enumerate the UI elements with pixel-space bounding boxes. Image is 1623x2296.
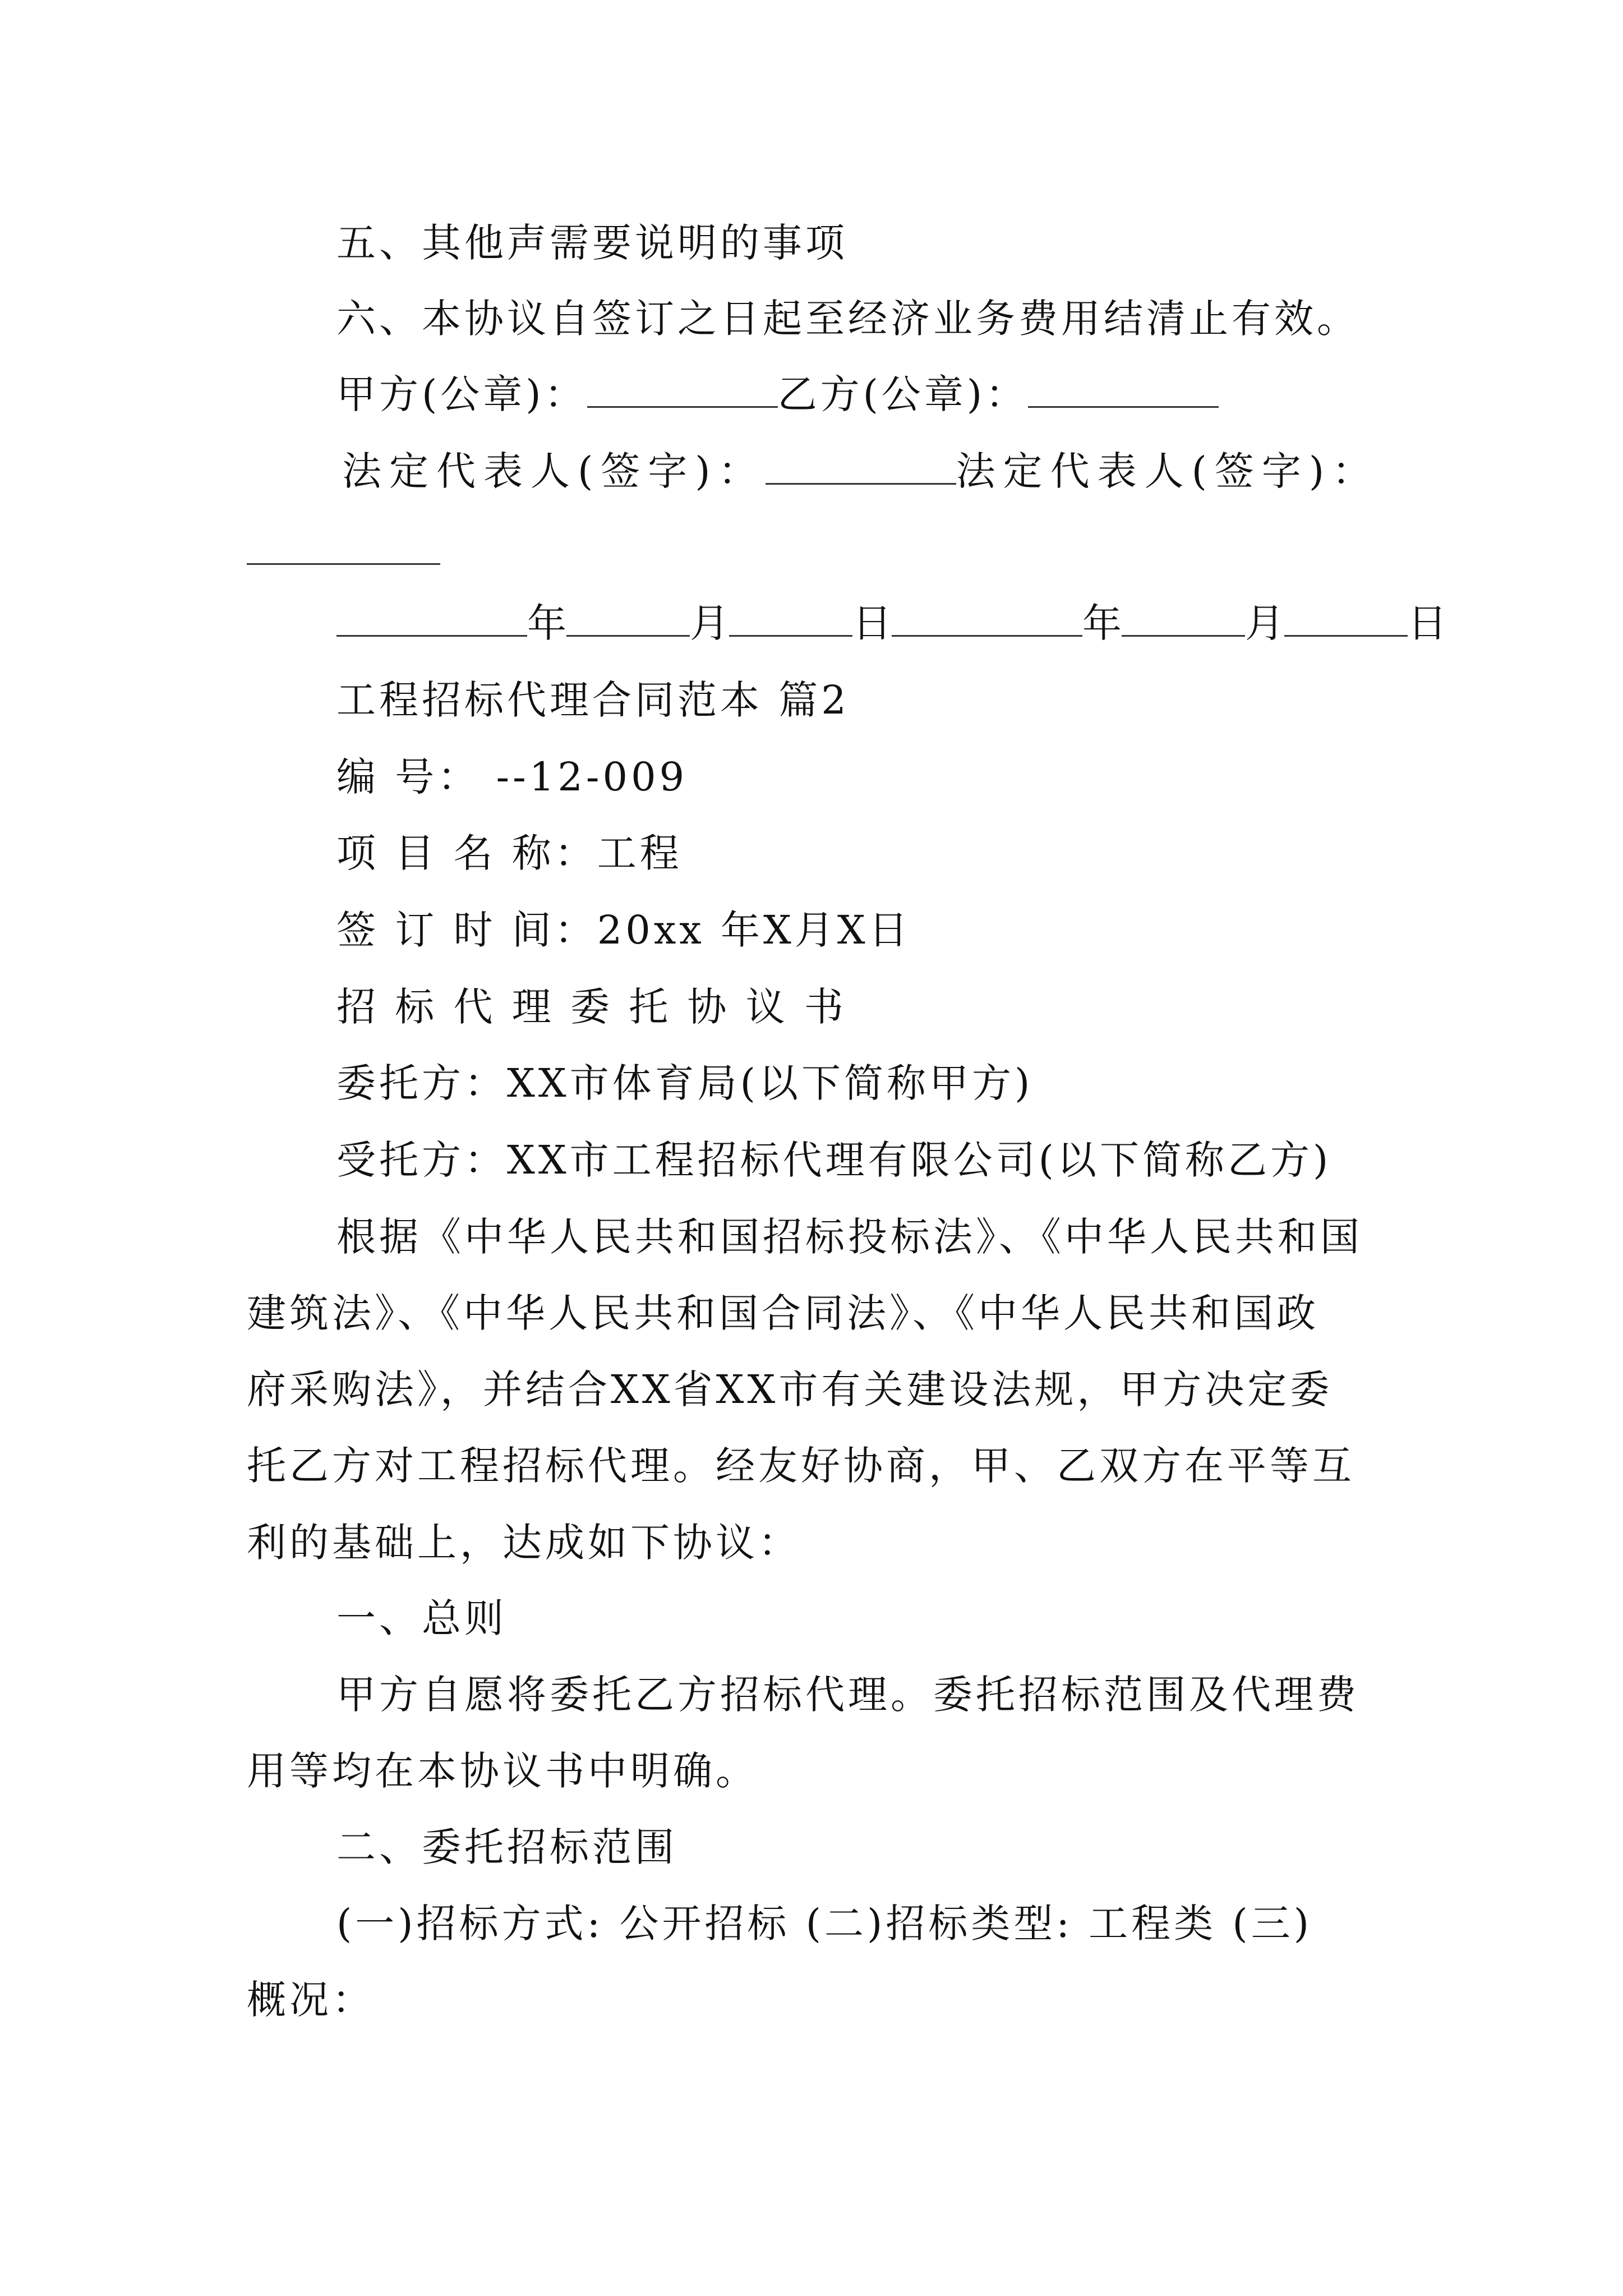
preamble-line-1: 根据《中华人民共和国招标投标法》、《中华人民共和国: [336, 1214, 1363, 1260]
date-day-b: 日: [1408, 600, 1447, 646]
date-year-a: 年: [527, 600, 566, 646]
date-line: [336, 598, 1447, 648]
scope-line-1: (一)招标方式: 公开招标 (二)招标类型: 工程类 (三): [336, 1901, 1313, 1947]
general-line-2: 用等均在本协议书中明确。: [247, 1748, 758, 1794]
party-b-rep-label: 法定代表人(签字)：: [956, 448, 1380, 494]
heading-general: 一、总则: [336, 1595, 507, 1641]
client-party: 委托方：XX市体育局(以下简称甲方): [336, 1060, 1034, 1106]
general-line-1: 甲方自愿将委托乙方招标代理。委托招标范围及代理费: [336, 1672, 1359, 1718]
contract-number: 编 号： --12-009: [336, 754, 688, 800]
date-year-b: 年: [1082, 600, 1122, 646]
date-blank-day-a: [729, 602, 852, 637]
signature-blank-continued: [247, 563, 440, 565]
date-blank-year-a: [336, 602, 527, 637]
preamble-line-5: 利的基础上，达成如下协议：: [247, 1520, 801, 1566]
heading-scope: 二、委托招标范围: [336, 1824, 677, 1870]
scope-line-2: 概况：: [247, 1977, 375, 2023]
party-b-seal-blank: [1028, 374, 1219, 408]
agent-party: 受托方：XX市工程招标代理有限公司(以下简称乙方): [336, 1137, 1332, 1183]
party-seal-line: [336, 369, 1219, 420]
party-b-seal-label: 乙方(公章)：: [777, 371, 1029, 417]
party-a-rep-blank: [766, 450, 956, 485]
party-a-seal-blank: [587, 374, 778, 408]
agreement-title: 招 标 代 理 委 托 协 议 书: [336, 984, 847, 1030]
item-five: 五、其他声需要说明的事项: [336, 220, 848, 266]
date-month-b: 月: [1245, 600, 1284, 646]
preamble-line-2: 建筑法》、《中华人民共和国合同法》、《中华人民共和国政: [247, 1290, 1319, 1336]
signing-date: 签 订 时 间：20xx 年X月X日: [336, 907, 911, 953]
date-blank-month-a: [566, 602, 690, 637]
date-blank-month-b: [1122, 602, 1245, 637]
date-day-a: 日: [852, 600, 892, 646]
date-month-a: 月: [690, 600, 729, 646]
preamble-line-3: 府采购法》，并结合XX省XX市有关建设法规，甲方决定委: [247, 1366, 1333, 1412]
section-title: 工程招标代理合同范本 篇2: [336, 677, 850, 723]
date-blank-day-b: [1284, 602, 1408, 637]
date-blank-year-b: [892, 602, 1082, 637]
preamble-line-4: 托乙方对工程招标代理。经友好协商，甲、乙双方在平等互: [247, 1443, 1355, 1489]
party-a-rep-label: 法定代表人(签字)：: [342, 448, 766, 494]
project-name: 项 目 名 称：工程: [336, 830, 683, 876]
item-six: 六、本协议自签订之日起至经济业务费用结清止有效。: [336, 296, 1359, 342]
party-a-seal-label: 甲方(公章)：: [336, 371, 587, 417]
representative-line: [342, 446, 1379, 496]
